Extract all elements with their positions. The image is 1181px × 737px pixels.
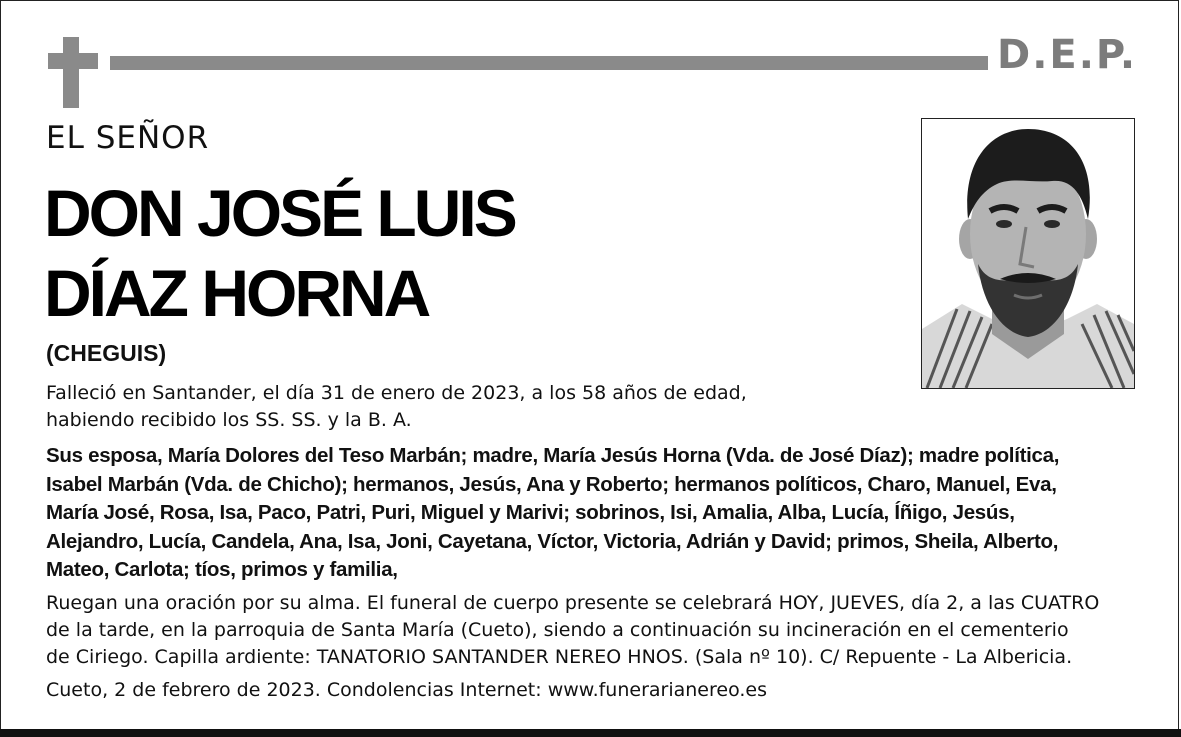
cross-icon-vertical [63,37,79,108]
closing-line: Cueto, 2 de febrero de 2023. Condolencias Internet: www.funerarianereo.es [46,679,767,701]
dep-label: D.E.P. [997,32,1138,78]
left-eye [996,220,1012,228]
ceremony-line: de Ciriego. Capilla ardiente: TANATORIO SANTANDER NEREO HNOS. (Sala nº 10). C/ Repuente - La Albericia. [46,646,1073,668]
family-line: Isabel Marbán (Vda. de Chicho); hermanos, Jesús, Ana y Roberto; hermanos políticos, Charo, Manuel, Eva, [46,472,1057,496]
death-line-1: Falleció en Santander, el día 31 de enero de 2023, a los 58 años de edad, [46,382,747,404]
family-line: Sus esposa, María Dolores del Teso Marbán; madre, María Jesús Horna (Vda. de José Díaz); madre política, [46,444,1060,467]
cross-icon-horizontal [48,53,98,69]
death-notice [46,380,866,434]
name-line-2: DÍAZ HORNA [44,256,429,330]
nickname: (CHEGUIS) [46,340,167,366]
family-line: María José, Rosa, Isa, Paco, Patri, Puri, Miguel y Marivi; sobrinos, Isi, Amalia, Alba, Lucía, Íñigo, Jesús, [46,501,1015,525]
bottom-border [0,729,1181,737]
ceremony-line: Ruegan una oración por su alma. El funeral de cuerpo presente se celebrará HOY, JUEVES, día 2, a las CUATRO [46,592,1100,614]
right-eye [1044,220,1060,228]
ceremony-line: de la tarde, en la parroquia de Santa María (Cueto), siendo a continuación su incineración en el cementerio [46,619,1069,641]
family-line: Alejandro, Lucía, Candela, Ana, Isa, Joni, Cayetana, Víctor, Victoria, Adrián y David; primos, Sheila, Alberto, [46,529,1059,553]
portrait-illustration [922,119,1134,388]
header-rule [110,56,988,70]
pre-title: EL SEÑOR [46,120,210,156]
portrait-photo [921,118,1135,389]
ceremony-paragraph [46,590,1156,671]
deceased-name [44,173,864,333]
death-line-2: habiendo recibido los SS. SS. y la B. A. [46,409,412,431]
family-paragraph [46,442,1126,585]
name-line-1: DON JOSÉ LUIS [44,176,515,250]
family-line: Mateo, Carlota; tíos, primos y familia, [46,558,398,582]
